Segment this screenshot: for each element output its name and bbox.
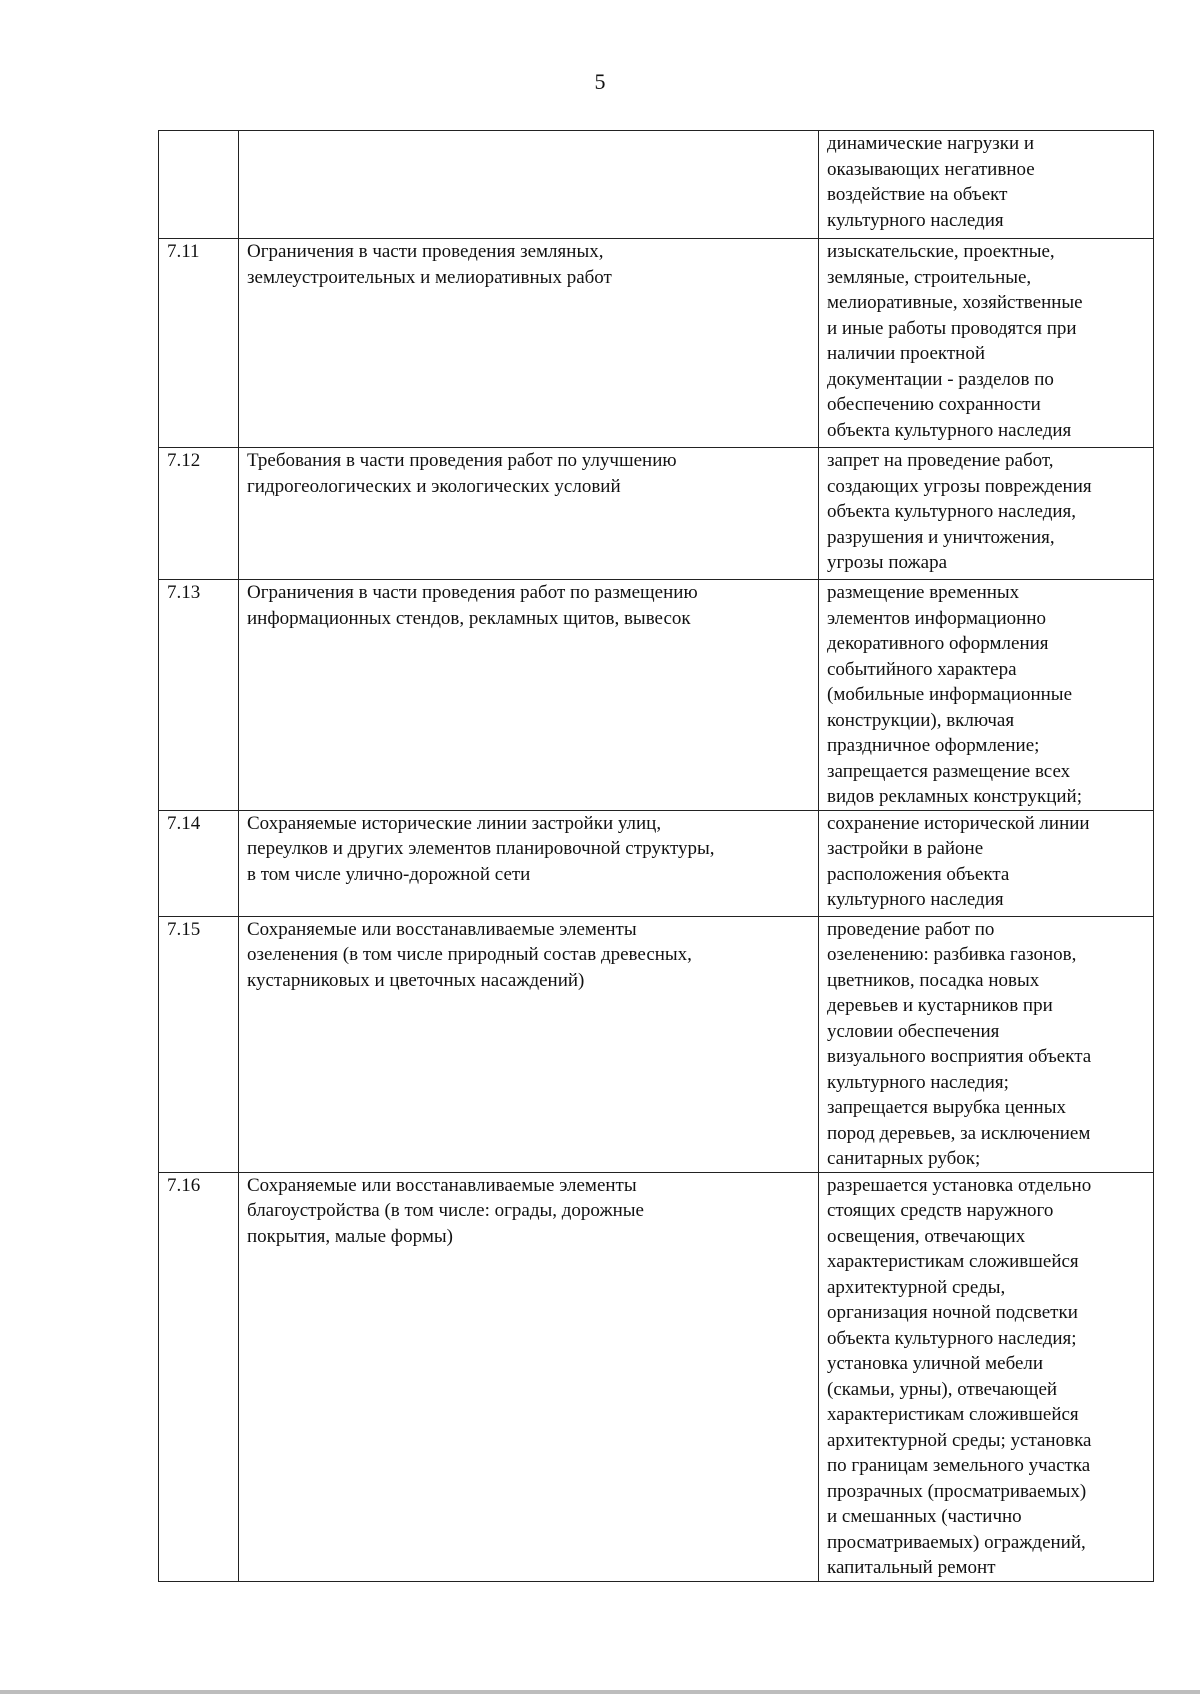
row-description: Требования в части проведения работ по улучшению гидрогеологических и экологических условий — [239, 448, 819, 580]
row-requirement: динамические нагрузки и оказывающих негативное воздействие на объект культурного наследия — [819, 131, 1154, 239]
table-row — [159, 131, 1154, 239]
table-row — [159, 916, 1154, 1172]
table-row — [159, 239, 1154, 448]
table-row — [159, 448, 1154, 580]
scan-edge-divider — [0, 1690, 1200, 1694]
row-number: 7.12 — [159, 448, 239, 580]
row-number: 7.11 — [159, 239, 239, 448]
row-number: 7.14 — [159, 810, 239, 916]
row-description: Ограничения в части проведения земляных, землеустроительных и мелиоративных работ — [239, 239, 819, 448]
row-number: 7.16 — [159, 1172, 239, 1581]
row-description: Ограничения в части проведения работ по размещению информационных стендов, рекламных щитов, вывесок — [239, 580, 819, 811]
row-requirement: сохранение исторической линии застройки в районе расположения объекта культурного наследия — [819, 810, 1154, 916]
row-number: 7.15 — [159, 916, 239, 1172]
row-number: 7.13 — [159, 580, 239, 811]
table-row — [159, 810, 1154, 916]
regulations-table — [158, 130, 1154, 1582]
row-requirement: запрет на проведение работ, создающих угрозы повреждения объекта культурного наследия, разрушения и уничтожения, угрозы пожара — [819, 448, 1154, 580]
row-requirement: разрешается установка отдельно стоящих средств наружного освещения, отвечающих характеристикам сложившейся архитектурной среды, организация ночной подсветки объекта культурного наследия; установка уличной мебели (скамьи, урны), отвечающей характеристикам сложившейся архитектурной среды; установка по границам земельного участка прозрачных (просматриваемых) и смешанных (частично просматриваемых) ограждений, капитальный ремонт — [819, 1172, 1154, 1581]
table-row — [159, 1172, 1154, 1581]
table-row — [159, 580, 1154, 811]
page-number: 5 — [594, 69, 606, 94]
row-requirement: проведение работ по озеленению: разбивка газонов, цветников, посадка новых деревьев и кустарников при условии обеспечения визуального восприятия объекта культурного наследия; запрещается вырубка ценных пород деревьев, за исключением санитарных рубок; — [819, 916, 1154, 1172]
row-requirement: изыскательские, проектные, земляные, строительные, мелиоративные, хозяйственные и иные работы проводятся при наличии проектной документации - разделов по обеспечению сохранности объекта культурного наследия — [819, 239, 1154, 448]
row-description: Сохраняемые или восстанавливаемые элементы благоустройства (в том числе: ограды, дорожные покрытия, малые формы) — [239, 1172, 819, 1581]
row-requirement: размещение временных элементов информационно декоративного оформления событийного характера (мобильные информационные конструкции), включая праздничное оформление; запрещается размещение всех видов рекламных конструкций; — [819, 580, 1154, 811]
row-description: Сохраняемые или восстанавливаемые элементы озеленения (в том числе природный состав древесных, кустарниковых и цветочных насаждений) — [239, 916, 819, 1172]
row-description: Сохраняемые исторические линии застройки улиц, переулков и других элементов планировочной структуры, в том числе улично-дорожной сети — [239, 810, 819, 916]
row-number — [159, 131, 239, 239]
row-description — [239, 131, 819, 239]
